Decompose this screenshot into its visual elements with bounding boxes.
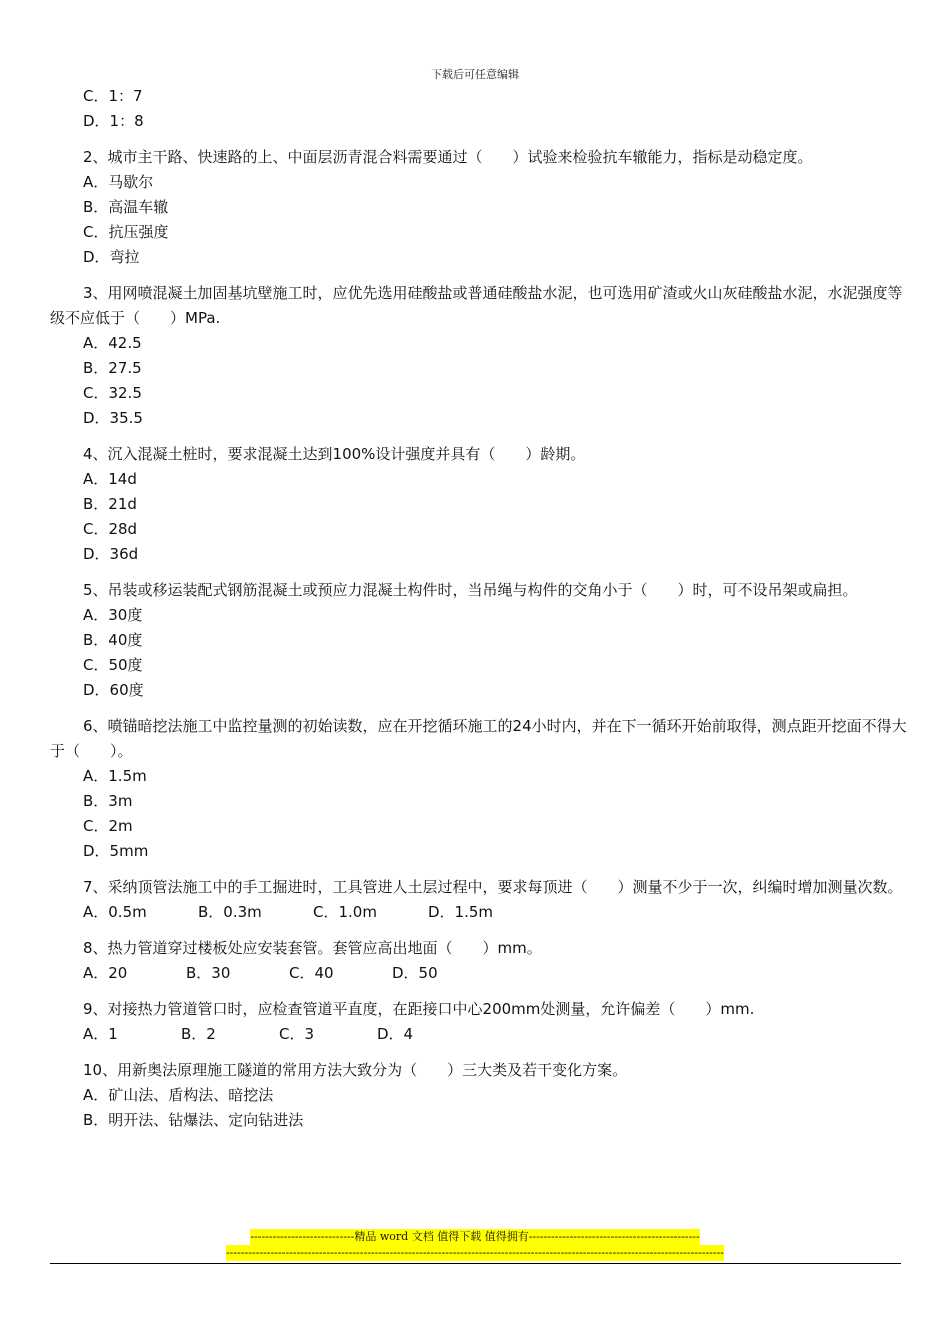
question-2 — [50, 145, 910, 270]
footer-banner — [0, 1229, 950, 1261]
option-c: C．1.0m — [313, 903, 377, 921]
option-c: C．1：7 — [83, 87, 143, 105]
question-10 — [50, 1058, 910, 1133]
option-b: B．40度 — [83, 631, 143, 649]
question-6 — [50, 714, 910, 864]
option-b: B．明开法、钻爆法、定向钻进法 — [83, 1111, 304, 1129]
option-d: D．36d — [83, 545, 139, 563]
question-3 — [50, 281, 910, 431]
question-7 — [50, 875, 910, 925]
option-c: C．抗压强度 — [83, 223, 169, 241]
question-stem: 9、对接热力管道管口时，应检查管道平直度，在距接口中心200mm处测量，允许偏差（ ）mm. — [83, 1000, 755, 1018]
option-d: D．1：8 — [83, 112, 144, 130]
option-d: D．50 — [392, 964, 438, 982]
option-d: D．4 — [377, 1025, 414, 1043]
option-b: B．27.5 — [83, 359, 142, 377]
option-a: A．1.5m — [83, 767, 147, 785]
options-row — [50, 900, 910, 925]
option-a: A．30度 — [83, 606, 143, 624]
options-row — [50, 1022, 910, 1047]
option-d: D．60度 — [83, 681, 144, 699]
question-stem: 4、沉入混凝土桩时，要求混凝土达到100%设计强度并具有（ ）龄期。 — [83, 445, 586, 463]
option-c: C．50度 — [83, 656, 143, 674]
option-d: D．5mm — [83, 842, 149, 860]
question-stem: 8、热力管道穿过楼板处应安装套管。套管应高出地面（ ）mm。 — [83, 939, 542, 957]
question-stem: 5、吊装或移运装配式钢筋混凝土或预应力混凝土构件时，当吊绳与构件的交角小于（ ）时，可不设吊架或扁担。 — [83, 581, 858, 599]
question-5 — [50, 578, 910, 703]
question-8 — [50, 936, 910, 986]
option-a: A．42.5 — [83, 334, 142, 352]
document-body — [50, 84, 910, 1133]
option-a: A．马歇尔 — [83, 173, 154, 191]
option-d: D．1.5m — [428, 903, 494, 921]
option-b: B．30 — [186, 964, 231, 982]
options-row — [50, 961, 910, 986]
option-c: C．3 — [279, 1025, 315, 1043]
option-b: B．0.3m — [198, 903, 262, 921]
page-header: 下载后可任意编辑 — [431, 68, 519, 81]
option-a: A．14d — [83, 470, 137, 488]
option-b: B．高温车辙 — [83, 198, 169, 216]
option-a: A．0.5m — [83, 903, 147, 921]
option-c: C．40 — [289, 964, 334, 982]
question-4 — [50, 442, 910, 567]
question-stem: 6、喷锚暗挖法施工中监控量测的初始读数，应在开挖循环施工的24小时内，并在下一循环开始前取得，测点距开挖面不得大于（ ）。 — [50, 717, 907, 760]
option-c: C．32.5 — [83, 384, 142, 402]
footer-line-1: ----------------------------精品 word 文档 值得下载 值得拥有---------------------------------------------- — [250, 1230, 700, 1243]
option-a: A．矿山法、盾构法、暗挖法 — [83, 1086, 274, 1104]
question-stem: 2、城市主干路、快速路的上、中面层沥青混合料需要通过（ ）试验来检验抗车辙能力，指标是动稳定度。 — [83, 148, 813, 166]
option-b: B．2 — [181, 1025, 216, 1043]
option-c: C．2m — [83, 817, 133, 835]
footer-divider — [50, 1263, 901, 1264]
option-d: D．弯拉 — [83, 248, 140, 266]
option-a: A．1 — [83, 1025, 118, 1043]
option-b: B．21d — [83, 495, 137, 513]
option-a: A．20 — [83, 964, 128, 982]
question-stem: 3、用网喷混凝土加固基坑壁施工时，应优先选用硅酸盐或普通硅酸盐水泥，也可选用矿渣或火山灰硅酸盐水泥，水泥强度等级不应低于（ ）MPa. — [50, 284, 903, 327]
q1-remaining-options — [50, 84, 910, 134]
question-stem: 10、用新奥法原理施工隧道的常用方法大致分为（ ）三大类及若干变化方案。 — [83, 1061, 628, 1079]
question-stem: 7、采纳顶管法施工中的手工掘进时，工具管进人土层过程中，要求每顶进（ ）测量不少于一次，纠编时增加测量次数。 — [83, 878, 903, 896]
option-b: B．3m — [83, 792, 133, 810]
option-d: D．35.5 — [83, 409, 143, 427]
footer-line-2: -------------------------------------------------------------------------------------------------------------------------------------- — [225, 1246, 725, 1259]
option-c: C．28d — [83, 520, 138, 538]
question-9 — [50, 997, 910, 1047]
